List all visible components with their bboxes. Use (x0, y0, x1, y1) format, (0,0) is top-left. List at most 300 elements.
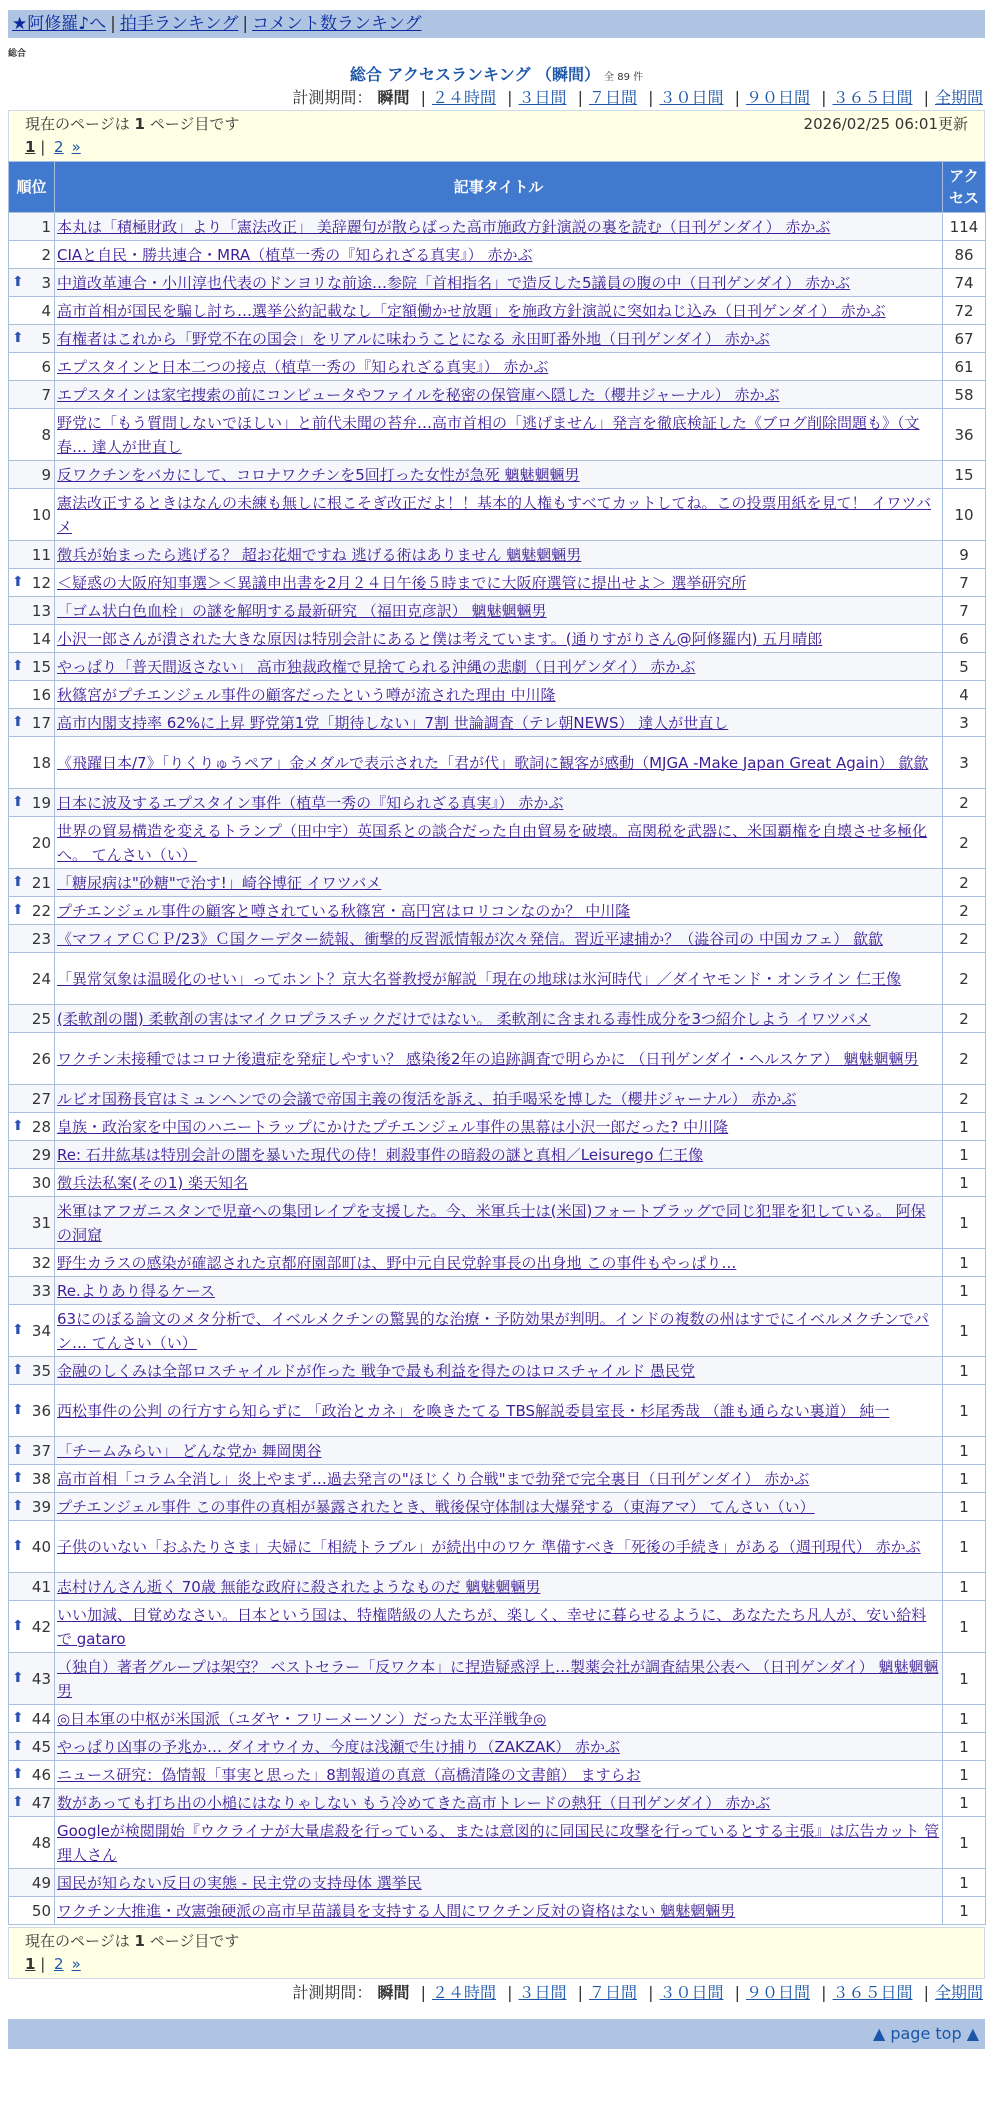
table-row (9, 869, 986, 897)
page-1-current: 1 (25, 138, 36, 156)
ranking-rows (9, 213, 986, 1925)
rank-number: 46 (31, 1765, 51, 1784)
title-cell (55, 1521, 943, 1573)
title-cell (55, 1493, 943, 1521)
rank-number: 12 (31, 573, 51, 592)
period-link-24h[interactable]: ２４時間 (431, 88, 496, 107)
table-row (9, 1733, 986, 1761)
up-arrow-icon: ⬆ (12, 1709, 24, 1726)
rank-cell (9, 1169, 55, 1197)
rank-cell (9, 625, 55, 653)
title-cell (55, 541, 943, 569)
title-column-header: 記事タイトル (55, 162, 943, 213)
title-cell (55, 1817, 943, 1869)
period-link-7d[interactable]: ７日間 (588, 88, 637, 107)
title-cell (55, 597, 943, 625)
rank-number: 2 (41, 245, 51, 264)
article-title-link[interactable]: 世界の貿易構造を変えるトランプ（田中宇）英国系との談合だった自由貿易を破壊。高関税を武器に、米国覇権を自壊させ多極化へ。 てんさい（い） (57, 821, 928, 864)
article-title-link[interactable]: 高市首相「コラム全消し」炎上やまず…過去発言の"ほじくり合戦"まで勃発で完全裏目（日刊ゲンダイ） 赤かぶ (57, 1469, 810, 1488)
period-link-3d[interactable]: ３日間 (518, 88, 567, 107)
article-title-link[interactable]: CIAと自民・勝共連合・MRA（植草一秀の『知られざる真実』） 赤かぶ (57, 245, 533, 264)
access-count: 2 (943, 869, 986, 897)
access-count: 1 (943, 1789, 986, 1817)
rank-number: 37 (31, 1441, 51, 1460)
up-arrow-icon: ⬆ (12, 1497, 24, 1514)
rank-number: 32 (31, 1253, 51, 1272)
rank-number: 20 (31, 833, 51, 852)
article-title-link[interactable]: 志村けんさん逝く 70歳 無能な政府に殺されたようなものだ 魑魅魍魎男 (57, 1577, 541, 1596)
table-row (9, 1277, 986, 1305)
access-count: 1 (943, 1305, 986, 1357)
table-row (9, 953, 986, 1005)
rank-number: 44 (31, 1709, 51, 1728)
current-page-text: 現在のページは 1 ページ目です (25, 115, 240, 133)
rank-cell (9, 1277, 55, 1305)
title-cell (55, 353, 943, 381)
article-title-link[interactable]: 63にのぼる論文のメタ分析で、イベルメクチンの驚異的な治療・予防効果が判明。インドの複数の州はすでにイベルメクチンでパン… てんさい（い） (57, 1309, 929, 1352)
access-count: 1 (943, 1653, 986, 1705)
table-row (9, 1113, 986, 1141)
table-row (9, 1573, 986, 1601)
rank-cell (9, 1305, 55, 1357)
article-title-link[interactable]: 有権者はこれから「野党不在の国会」をリアルに味わうことになる 永田町番外地（日刊ゲンダイ） 赤かぶ (57, 329, 770, 348)
rank-cell (9, 269, 55, 297)
period-link-all[interactable]: 全期間 (934, 88, 983, 107)
rank-number: 34 (31, 1321, 51, 1340)
article-title-link[interactable]: （独自）著者グループは架空？ ベストセラー「反ワク本」に捏造疑惑浮上…製薬会社が調査結果公表へ （日刊ゲンダイ） 魑魅魍魎男 (57, 1657, 939, 1700)
access-count: 1 (943, 1705, 986, 1733)
rank-cell (9, 681, 55, 709)
title-cell (55, 1249, 943, 1277)
article-title-link[interactable]: 米軍はアフガニスタンで児童への集団レイプを支援した。今、米軍兵士は(米国)フォートブラッグで同じ犯罪を犯している。 阿保の洞窟 (57, 1201, 926, 1244)
article-title-link[interactable]: 徴兵が始まったら逃げる？ 超お花畑ですね 逃げる術はありません 魑魅魍魎男 (57, 545, 582, 564)
article-title-link[interactable]: 中道改革連合・小川淳也代表のドンヨリな前途…参院「首相指名」で造反した5議員の腹の中（日刊ゲンダイ） 赤かぶ (57, 273, 851, 292)
article-title-link[interactable]: ルビオ国務長官はミュンヘンでの会議で帝国主義の復活を訴え、拍手喝采を博した（櫻井ジャーナル） 赤かぶ (57, 1089, 797, 1108)
access-count: 67 (943, 325, 986, 353)
rank-cell (9, 897, 55, 925)
next-page-link[interactable]: » (71, 138, 81, 156)
rank-number: 19 (31, 793, 51, 812)
article-title-link[interactable]: 本丸は「積極財政」より「憲法改正」 美辞麗句が散らばった高市施政方針演説の裏を読む（日刊ゲンダイ） 赤かぶ (57, 217, 831, 236)
article-title-link[interactable]: 野生カラスの感染が確認された京都府園部町は、野中元自民党幹事長の出身地 この事件もやっぱり… (57, 1253, 737, 1272)
table-row (9, 461, 986, 489)
title-cell (55, 1005, 943, 1033)
rank-cell (9, 925, 55, 953)
access-count: 1 (943, 1897, 986, 1925)
rank-cell (9, 1601, 55, 1653)
article-title-link[interactable]: 子供のいない「おふたりさま」夫婦に「相続トラブル」が続出中のワケ 準備すべき「死後の手続き」がある（週刊現代） 赤かぶ (57, 1537, 921, 1556)
article-title-link[interactable]: 野党に「もう質問しないでほしい」と前代未聞の苔弁…高市首相の「逃げません」発言を徹底検証した《ブログ削除問題も》（文春… 達人が世直し (57, 413, 920, 456)
table-row (9, 1385, 986, 1437)
title-cell (55, 709, 943, 737)
title-cell (55, 1761, 943, 1789)
page-title: 総合 アクセスランキング （瞬間） (349, 65, 601, 84)
rank-cell (9, 1113, 55, 1141)
article-title-link[interactable]: 西松事件の公判 の行方すら知らずに 「政治とカネ」を喚きたてる TBS解説委員室長・杉尾秀哉 （誰も通らない裏道） 純一 (57, 1401, 890, 1420)
access-count: 1 (943, 1761, 986, 1789)
title-cell (55, 325, 943, 353)
table-row (9, 597, 986, 625)
rank-cell (9, 953, 55, 1005)
article-title-link[interactable]: Re.よりあり得るケース (57, 1281, 215, 1300)
access-count: 1 (943, 1169, 986, 1197)
article-title-link[interactable]: 反ワクチンをバカにして、コロナワクチンを5回打った女性が急死 魑魅魍魎男 (57, 465, 580, 484)
rank-cell (9, 381, 55, 409)
title-cell (55, 569, 943, 597)
access-count: 7 (943, 597, 986, 625)
nav-separator: | (242, 14, 249, 34)
rank-cell (9, 1005, 55, 1033)
rank-number: 7 (41, 385, 51, 404)
access-count: 1 (943, 1385, 986, 1437)
period-link-365d[interactable]: ３６５日間 (832, 1983, 913, 2002)
rank-cell (9, 1437, 55, 1465)
rank-cell (9, 1653, 55, 1705)
count-column-header: アクセス (943, 162, 986, 213)
article-title-link[interactable]: 「ゴム状白色血栓」の謎を解明する最新研究 （福田克彦訳） 魑魅魍魎男 (57, 601, 547, 620)
title-cell (55, 1305, 943, 1357)
article-title-link[interactable]: 国民が知らない反日の実態 - 民主党の支持母体 選挙民 (57, 1873, 422, 1892)
rank-number: 28 (31, 1117, 51, 1136)
rank-number: 5 (41, 329, 51, 348)
title-cell (55, 409, 943, 461)
access-count: 72 (943, 297, 986, 325)
table-row (9, 653, 986, 681)
up-arrow-icon: ⬆ (12, 1469, 24, 1486)
up-arrow-icon: ⬆ (12, 573, 24, 590)
rank-number: 6 (41, 357, 51, 376)
up-arrow-icon: ⬆ (12, 273, 24, 290)
article-title-link[interactable]: エプスタインと日本二つの接点（植草一秀の『知られざる真実』） 赤かぶ (57, 357, 549, 376)
rank-number: 39 (31, 1497, 51, 1516)
title-cell (55, 1789, 943, 1817)
access-count: 36 (943, 409, 986, 461)
comment-ranking-link[interactable]: コメント数ランキング (252, 14, 422, 34)
access-count: 86 (943, 241, 986, 269)
title-cell (55, 1085, 943, 1113)
ranking-table (8, 161, 986, 1925)
rank-cell (9, 789, 55, 817)
access-count: 2 (943, 817, 986, 869)
article-title-link[interactable]: 日本に波及するエプスタイン事件（植草一秀の『知られざる真実』） 赤かぶ (57, 793, 564, 812)
period-link-24h[interactable]: ２４時間 (431, 1983, 496, 2002)
rank-number: 24 (31, 969, 51, 988)
page-2-link[interactable]: 2 (54, 138, 64, 156)
table-row (9, 1197, 986, 1249)
article-title-link[interactable]: 高市首相が国民を騙し討ち…選挙公約記載なし「定額働かせ放題」を施政方針演説に突如ねじ込み（日刊ゲンダイ） 赤かぶ (57, 301, 886, 320)
rank-cell (9, 297, 55, 325)
table-row (9, 1761, 986, 1789)
article-title-link[interactable]: 小沢一郎さんが潰された大きな原因は特別会計にあると僕は考えています。(通りすがりさん@阿修羅内) 五月晴郎 (57, 629, 823, 648)
title-cell (55, 1869, 943, 1897)
title-cell (55, 1141, 943, 1169)
rank-cell (9, 1761, 55, 1789)
rank-number: 21 (31, 873, 51, 892)
rank-cell (9, 1465, 55, 1493)
top-nav-bar (8, 10, 985, 38)
table-row (9, 737, 986, 789)
article-title-link[interactable]: いい加減、目覚めなさい。日本という国は、特権階級の人たちが、楽しく、幸せに暮らせるように、あなたたち凡人が、安い給料で gataro (57, 1605, 927, 1648)
article-title-link[interactable]: Re: 石井紘基は特別会計の闇を暴いた現代の侍！刺殺事件の暗殺の謎と真相／Leisurego 仁王像 (57, 1145, 704, 1164)
rank-cell (9, 1385, 55, 1437)
rank-number: 16 (31, 685, 51, 704)
article-title-link[interactable]: プチエンジェル事件の顧客と噂されている秋篠宮・高円宮はロリコンなのか？ 中川隆 (57, 901, 631, 920)
rank-number: 38 (31, 1469, 51, 1488)
rank-column-header: 順位 (9, 162, 55, 213)
rank-number: 17 (31, 713, 51, 732)
table-row (9, 1305, 986, 1357)
updated-time: 2026/02/25 06:01更新 (803, 115, 968, 133)
title-cell (55, 897, 943, 925)
rank-number: 4 (41, 301, 51, 320)
rank-cell (9, 1869, 55, 1897)
period-link-3d[interactable]: ３日間 (518, 1983, 567, 2002)
article-title-link[interactable]: 高市内閣支持率 62%に上昇 野党第1党「期待しない」7割 世論調査（テレ朝NEWS） 達人が世直し (57, 713, 729, 732)
access-count: 1 (943, 1437, 986, 1465)
title-cell (55, 241, 943, 269)
rank-cell (9, 1789, 55, 1817)
title-cell (55, 1197, 943, 1249)
access-count: 1 (943, 1357, 986, 1385)
home-link[interactable]: ★阿修羅♪へ (12, 14, 107, 34)
period-link-30d[interactable]: ３０日間 (659, 88, 724, 107)
up-arrow-icon: ⬆ (12, 1617, 24, 1634)
up-arrow-icon: ⬆ (12, 1117, 24, 1134)
period-link-365d[interactable]: ３６５日間 (832, 88, 913, 107)
article-title-link[interactable]: ◎日本軍の中枢が米国派（ユダヤ・フリーメーソン）だった太平洋戦争◎ (57, 1709, 547, 1728)
table-row (9, 1869, 986, 1897)
title-cell (55, 817, 943, 869)
access-count: 4 (943, 681, 986, 709)
table-row (9, 789, 986, 817)
rank-cell (9, 1493, 55, 1521)
table-row (9, 1085, 986, 1113)
rank-cell (9, 869, 55, 897)
table-row (9, 1601, 986, 1653)
rank-number: 10 (31, 505, 51, 524)
rank-cell (9, 653, 55, 681)
rank-number: 3 (41, 273, 51, 292)
rank-number: 31 (31, 1213, 51, 1232)
title-cell (55, 1465, 943, 1493)
up-arrow-icon: ⬆ (12, 1537, 24, 1554)
table-row (9, 1169, 986, 1197)
article-title-link[interactable]: 「異常気象は温暖化のせい」ってホント？京大名誉教授が解説「現在の地球は氷河時代」／ダイヤモンド・オンライン 仁王像 (57, 969, 902, 988)
rank-number: 18 (31, 753, 51, 772)
title-cell (55, 1385, 943, 1437)
access-count: 2 (943, 789, 986, 817)
access-count: 74 (943, 269, 986, 297)
article-title-link[interactable]: 「糖尿病は"砂糖"で治す!」崎谷博征 イワツバメ (57, 873, 382, 892)
period-selector-top: 計測期間： 瞬間 | ２４時間 | ３日間 | ７日間 | ３０日間 | ９０日間 | ３６５日間 | 全期間 (292, 88, 983, 107)
current-page-number: 1 (134, 115, 145, 133)
access-count: 15 (943, 461, 986, 489)
table-row (9, 381, 986, 409)
rank-cell (9, 409, 55, 461)
rank-cell (9, 709, 55, 737)
rank-number: 14 (31, 629, 51, 648)
title-cell (55, 1033, 943, 1085)
article-title-link[interactable]: やっぱり「普天間返さない」 高市独裁政権で見捨てられる沖縄の悲劇（日刊ゲンダイ） 赤かぶ (57, 657, 696, 676)
rank-cell (9, 1705, 55, 1733)
article-title-link[interactable]: 秋篠宮がプチエンジェル事件の顧客だったという噂が流された理由 中川隆 (57, 685, 556, 704)
table-row (9, 1493, 986, 1521)
article-title-link[interactable]: 《飛躍日本/7》「りくりゅうペア」金メダルで表示された「君が代」歌詞に観客が感動（MJGA -Make Japan Great Again） 歙歙 (57, 753, 929, 772)
rank-cell (9, 1897, 55, 1925)
title-cell (55, 1357, 943, 1385)
table-row (9, 925, 986, 953)
article-title-link[interactable]: 《マフィアＣＣＰ/23》Ｃ国クーデター続報、衝撃的反習派情報が次々発信。習近平逮捕か？（澁谷司の 中国カフェ） 歙歙 (57, 929, 883, 948)
up-arrow-icon: ⬆ (12, 901, 24, 918)
rank-number: 43 (31, 1669, 51, 1688)
title-cell (55, 1277, 943, 1305)
rank-cell (9, 461, 55, 489)
access-count: 61 (943, 353, 986, 381)
up-arrow-icon: ⬆ (12, 793, 24, 810)
next-page-link[interactable]: » (71, 1955, 81, 1973)
title-cell (55, 1169, 943, 1197)
footer-bar (8, 2019, 985, 2049)
rank-cell (9, 1521, 55, 1573)
article-title-link[interactable]: ニュース研究：偽情報「事実と思った」8割報道の真意（高橋清隆の文書館） ますらお (57, 1765, 641, 1784)
rank-number: 36 (31, 1401, 51, 1420)
rank-cell (9, 1141, 55, 1169)
article-title-link[interactable]: ワクチン未接種ではコロナ後遺症を発症しやすい？ 感染後2年の追跡調査で明らかに （日刊ゲンダイ・ヘルスケア） 魑魅魍魎男 (57, 1049, 919, 1068)
article-title-link[interactable]: Googleが検閲開始『ウクライナが大量虐殺を行っている、または意図的に同国民に攻撃を行っているとする主張』は広告カット 管理人さん (57, 1821, 940, 1864)
article-title-link[interactable]: 数があっても打ち出の小槌にはなりゃしない もう冷めてきた高市トレードの熱狂（日刊ゲンダイ） 赤かぶ (57, 1793, 771, 1812)
access-count: 2 (943, 897, 986, 925)
access-count: 2 (943, 1033, 986, 1085)
article-title-link[interactable]: 「チームみらい」 どんな党か 舞岡関谷 (57, 1441, 322, 1460)
access-count: 1 (943, 1573, 986, 1601)
access-count: 10 (943, 489, 986, 541)
rank-number: 50 (31, 1901, 51, 1920)
table-row (9, 1033, 986, 1085)
table-row (9, 569, 986, 597)
period-link-90d[interactable]: ９０日間 (745, 88, 810, 107)
table-row (9, 625, 986, 653)
up-arrow-icon: ⬆ (12, 1401, 24, 1418)
article-title-link[interactable]: ＜疑惑の大阪府知事選＞＜異議申出書を2月２４日午後５時までに大阪府選管に提出せよ＞ 選挙研究所 (57, 573, 747, 592)
title-cell (55, 625, 943, 653)
rank-number: 48 (31, 1833, 51, 1852)
article-title-link[interactable]: エプスタインは家宅捜索の前にコンピュータやファイルを秘密の保管庫へ隠した（櫻井ジャーナル） 赤かぶ (57, 385, 780, 404)
rank-cell (9, 817, 55, 869)
article-title-link[interactable]: ワクチン大推進・改憲強硬派の高市早苗議員を支持する人間にワクチン反対の資格はない 魑魅魍魎男 (57, 1901, 736, 1920)
period-current: 瞬間 (377, 1983, 410, 2002)
article-title-link[interactable]: 憲法改正するときはなんの未練も無しに根こそぎ改正だよ！！基本的人権もすべてカットしてね。この投票用紙を見て！ イワツバメ (57, 493, 932, 536)
rank-cell (9, 541, 55, 569)
article-title-link[interactable]: 徴兵法私案(その1) 楽天知名 (57, 1173, 249, 1192)
up-arrow-icon: ⬆ (12, 1361, 24, 1378)
rank-number: 1 (41, 217, 51, 236)
rank-number: 35 (31, 1361, 51, 1380)
rank-cell (9, 1033, 55, 1085)
title-cell (55, 1705, 943, 1733)
up-arrow-icon: ⬆ (12, 1669, 24, 1686)
article-title-link[interactable]: 金融のしくみは全部ロスチャイルドが作った 戦争で最も利益を得たのはロスチャイルド 愚民党 (57, 1361, 696, 1380)
article-title-link[interactable]: やっぱり凶事の予兆か… ダイオウイカ、今度は浅瀬で生け捕り（ZAKZAK） 赤かぶ (57, 1737, 621, 1756)
current-page-number: 1 (134, 1932, 145, 1950)
rank-cell (9, 1817, 55, 1869)
rank-number: 9 (41, 465, 51, 484)
up-arrow-icon: ⬆ (12, 1793, 24, 1810)
title-cell (55, 1601, 943, 1653)
table-row (9, 1437, 986, 1465)
title-cell (55, 1897, 943, 1925)
access-count: 3 (943, 709, 986, 737)
period-link-all[interactable]: 全期間 (934, 1983, 983, 2002)
article-title-link[interactable]: プチエンジェル事件 この事件の真相が暴露されたとき、戦後保守体制は大爆発する（東海アマ） てんさい（い） (57, 1497, 815, 1516)
article-title-link[interactable]: (柔軟剤の闇) 柔軟剤の害はマイクロプラスチックだけではない。 柔軟剤に含まれる毒性成分を3つ紹介しよう イワツバメ (57, 1009, 871, 1028)
title-cell (55, 869, 943, 897)
access-count: 2 (943, 1005, 986, 1033)
table-row (9, 241, 986, 269)
rank-cell (9, 737, 55, 789)
rank-cell (9, 489, 55, 541)
rank-cell (9, 1085, 55, 1113)
pager-top: 現在のページは 1 ページ目です 2026/02/25 06:01更新 1 | 2 » (8, 110, 985, 161)
access-count: 1 (943, 1601, 986, 1653)
period-selector-bottom: 計測期間： 瞬間 | ２４時間 | ３日間 | ７日間 | ３０日間 | ９０日間 | ３６５日間 | 全期間 (292, 1983, 983, 2002)
rank-cell (9, 1249, 55, 1277)
clap-ranking-link[interactable]: 拍手ランキング (119, 14, 239, 34)
table-row (9, 325, 986, 353)
table-row (9, 409, 986, 461)
table-row (9, 213, 986, 241)
title-cell (55, 297, 943, 325)
title-cell (55, 1653, 943, 1705)
table-row (9, 1005, 986, 1033)
table-row (9, 1141, 986, 1169)
period-link-7d[interactable]: ７日間 (588, 1983, 637, 2002)
rank-number: 15 (31, 657, 51, 676)
title-cell (55, 789, 943, 817)
title-cell (55, 269, 943, 297)
nav-separator: | (110, 14, 116, 34)
total-count: 全 89 件 (604, 72, 644, 83)
current-page-text: 現在のページは 1 ページ目です (25, 1932, 240, 1950)
rank-cell (9, 213, 55, 241)
up-arrow-icon: ⬆ (12, 657, 24, 674)
rank-cell (9, 241, 55, 269)
up-arrow-icon: ⬆ (12, 1737, 24, 1754)
period-link-30d[interactable]: ３０日間 (659, 1983, 724, 2002)
rank-cell (9, 1357, 55, 1385)
page-top-link[interactable]: ▲ page top ▲ (872, 2024, 979, 2043)
rank-number: 45 (31, 1737, 51, 1756)
table-row (9, 1357, 986, 1385)
up-arrow-icon: ⬆ (12, 873, 24, 890)
table-row (9, 269, 986, 297)
access-count: 2 (943, 925, 986, 953)
period-link-90d[interactable]: ９０日間 (745, 1983, 810, 2002)
article-title-link[interactable]: 皇族・政治家を中国のハニートラップにかけたプチエンジェル事件の黒幕は小沢一郎だった? 中川隆 (57, 1117, 729, 1136)
table-row (9, 1897, 986, 1925)
title-cell (55, 925, 943, 953)
table-row (9, 1817, 986, 1869)
period-label: 計測期間： (292, 88, 373, 107)
rank-number: 22 (31, 901, 51, 920)
up-arrow-icon: ⬆ (12, 329, 24, 346)
page-2-link[interactable]: 2 (54, 1955, 64, 1973)
access-count: 3 (943, 737, 986, 789)
table-row (9, 1789, 986, 1817)
table-row (9, 1465, 986, 1493)
table-row (9, 541, 986, 569)
table-row (9, 1249, 986, 1277)
title-cell (55, 737, 943, 789)
